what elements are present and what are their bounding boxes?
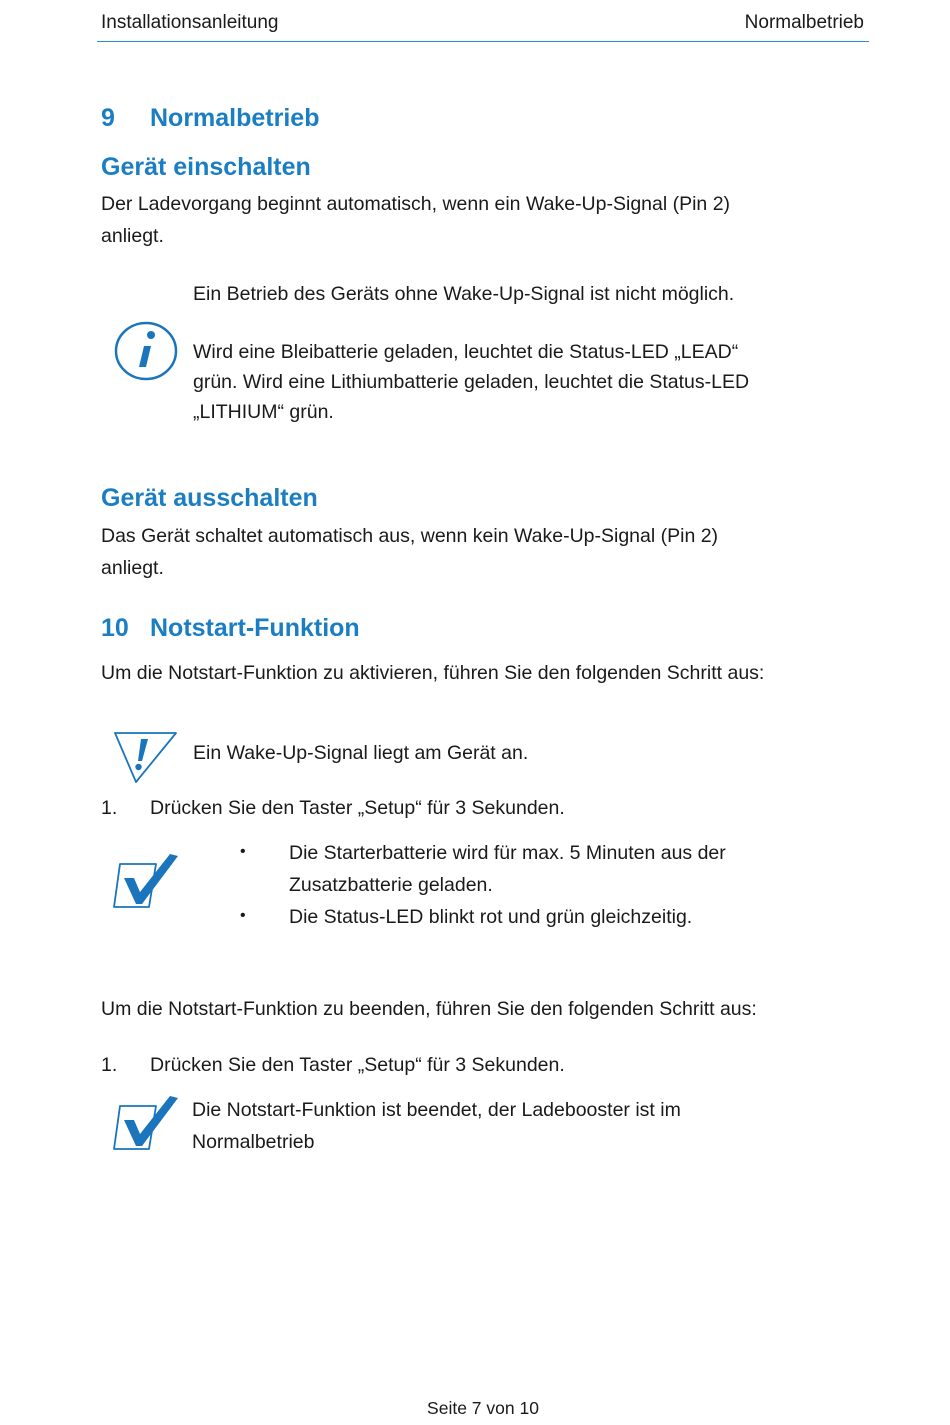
checkmark-icon — [112, 1094, 180, 1152]
section-number: 10 — [101, 614, 129, 642]
subheading-geraet-ausschalten: Gerät ausschalten — [101, 484, 318, 512]
paragraph-line: anliegt. — [101, 557, 164, 579]
step-text: Drücken Sie den Taster „Setup“ für 3 Sekunden. — [150, 797, 565, 819]
paragraph-line: Das Gerät schaltet automatisch aus, wenn kein Wake-Up-Signal (Pin 2) — [101, 525, 719, 547]
section-9-heading — [101, 104, 319, 133]
result-text-line: Die Status-LED blinkt rot und grün gleichzeitig. — [289, 906, 693, 928]
info-note-line: Ein Betrieb des Geräts ohne Wake-Up-Signal ist nicht möglich. — [193, 283, 735, 305]
paragraph-line: Der Ladevorgang beginnt automatisch, wenn ein Wake-Up-Signal (Pin 2) — [101, 193, 731, 215]
header-right: Normalbetrieb — [744, 12, 864, 33]
checkmark-icon — [112, 852, 180, 910]
section-number: 9 — [101, 104, 115, 132]
section-10-heading — [101, 614, 360, 643]
subheading-geraet-einschalten: Gerät einschalten — [101, 153, 311, 181]
info-icon — [113, 320, 179, 382]
step-number: 1. — [101, 797, 118, 819]
warning-icon — [113, 730, 179, 786]
bullet-point: • — [240, 843, 246, 860]
header-rule — [97, 41, 869, 42]
result-text-line: Die Notstart-Funktion ist beendet, der Ladebooster ist im — [192, 1099, 681, 1121]
info-note-line: Wird eine Bleibatterie geladen, leuchtet die Status-LED „LEAD“ — [193, 341, 739, 363]
step-text: Drücken Sie den Taster „Setup“ für 3 Sekunden. — [150, 1054, 565, 1076]
result-text-line: Die Starterbatterie wird für max. 5 Minuten aus der — [289, 842, 726, 864]
header-left: Installationsanleitung — [101, 12, 279, 33]
step-number: 1. — [101, 1054, 118, 1076]
paragraph-line: Um die Notstart-Funktion zu beenden, führen Sie den folgenden Schritt aus: — [101, 998, 757, 1020]
page-number: Seite 7 von 10 — [427, 1398, 539, 1418]
section-title: Normalbetrieb — [150, 104, 320, 132]
paragraph-line: anliegt. — [101, 225, 164, 247]
info-note-line: grün. Wird eine Lithiumbatterie geladen, leuchtet die Status-LED — [193, 371, 750, 393]
result-text-line: Zusatzbatterie geladen. — [289, 874, 493, 896]
info-note-line: „LITHIUM“ grün. — [193, 401, 334, 423]
precondition-text: Ein Wake-Up-Signal liegt am Gerät an. — [193, 742, 529, 764]
result-text-line: Normalbetrieb — [192, 1131, 315, 1153]
bullet-point: • — [240, 907, 246, 924]
paragraph-line: Um die Notstart-Funktion zu aktivieren, führen Sie den folgenden Schritt aus: — [101, 662, 765, 684]
section-title: Notstart-Funktion — [150, 614, 360, 642]
